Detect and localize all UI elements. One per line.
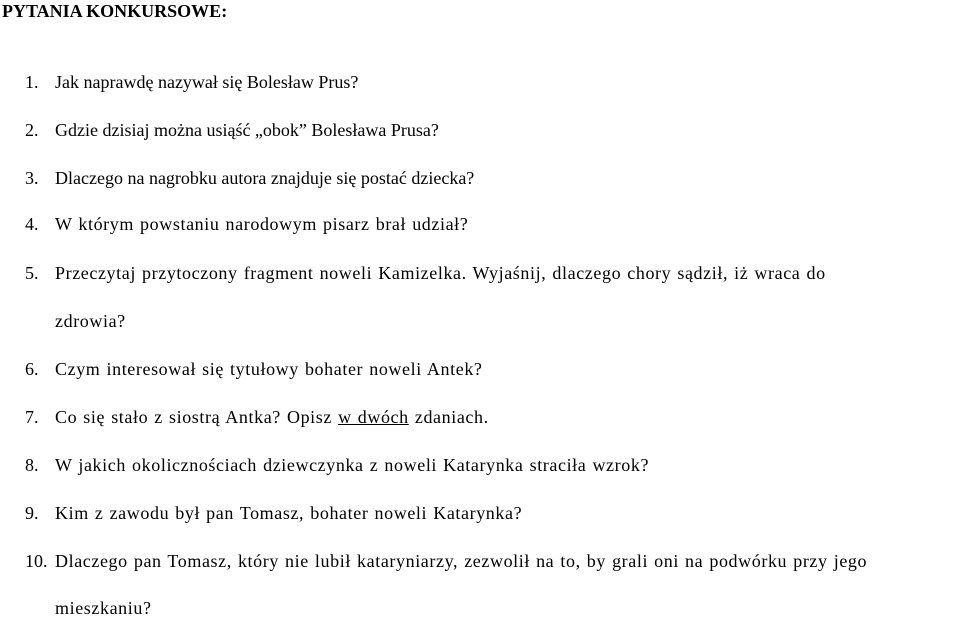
question-number: 5.	[25, 263, 39, 283]
question-text: Kim z zawodu był pan Tomasz, bohater noweli Katarynka?	[55, 503, 523, 523]
question-text: Czym interesował się tytułowy bohater noweli Antek?	[55, 359, 483, 379]
question-text-part: zdaniach.	[408, 407, 489, 427]
question-number: 9.	[25, 503, 39, 523]
question-number: 10.	[25, 551, 48, 571]
question-10-continuation: mieszkaniu?	[55, 598, 152, 618]
page-title: PYTANIA KONKURSOWE:	[2, 1, 228, 21]
question-number: 3.	[25, 168, 39, 188]
question-text	[55, 406, 489, 428]
question-number: 6.	[25, 359, 39, 379]
question-number: 7.	[25, 407, 39, 427]
question-text: Jak naprawdę nazywał się Bolesław Prus?	[55, 72, 359, 92]
question-text: Gdzie dzisiaj można usiąść „obok” Bolesława Prusa?	[55, 120, 439, 140]
question-text: Dlaczego pan Tomasz, który nie lubił kataryniarzy, zezwolił na to, by grali oni na podwórku przy jego	[55, 551, 868, 571]
question-text-part: Co się stało z siostrą Antka? Opisz	[55, 407, 339, 427]
question-number: 4.	[25, 214, 39, 234]
question-text: W jakich okolicznościach dziewczynka z noweli Katarynka straciła wzrok?	[55, 455, 650, 475]
question-number: 1.	[25, 72, 39, 92]
question-text: Dlaczego na nagrobku autora znajduje się postać dziecka?	[55, 168, 475, 188]
question-number: 8.	[25, 455, 39, 475]
question-text: W którym powstaniu narodowym pisarz brał udział?	[55, 214, 469, 234]
question-number: 2.	[25, 120, 39, 140]
question-text: Przeczytaj przytoczony fragment noweli Kamizelka. Wyjaśnij, dlaczego chory sądził, iż wraca do	[55, 263, 826, 283]
question-5-continuation: zdrowia?	[55, 311, 126, 331]
underlined-phrase: w dwóch	[338, 407, 409, 427]
